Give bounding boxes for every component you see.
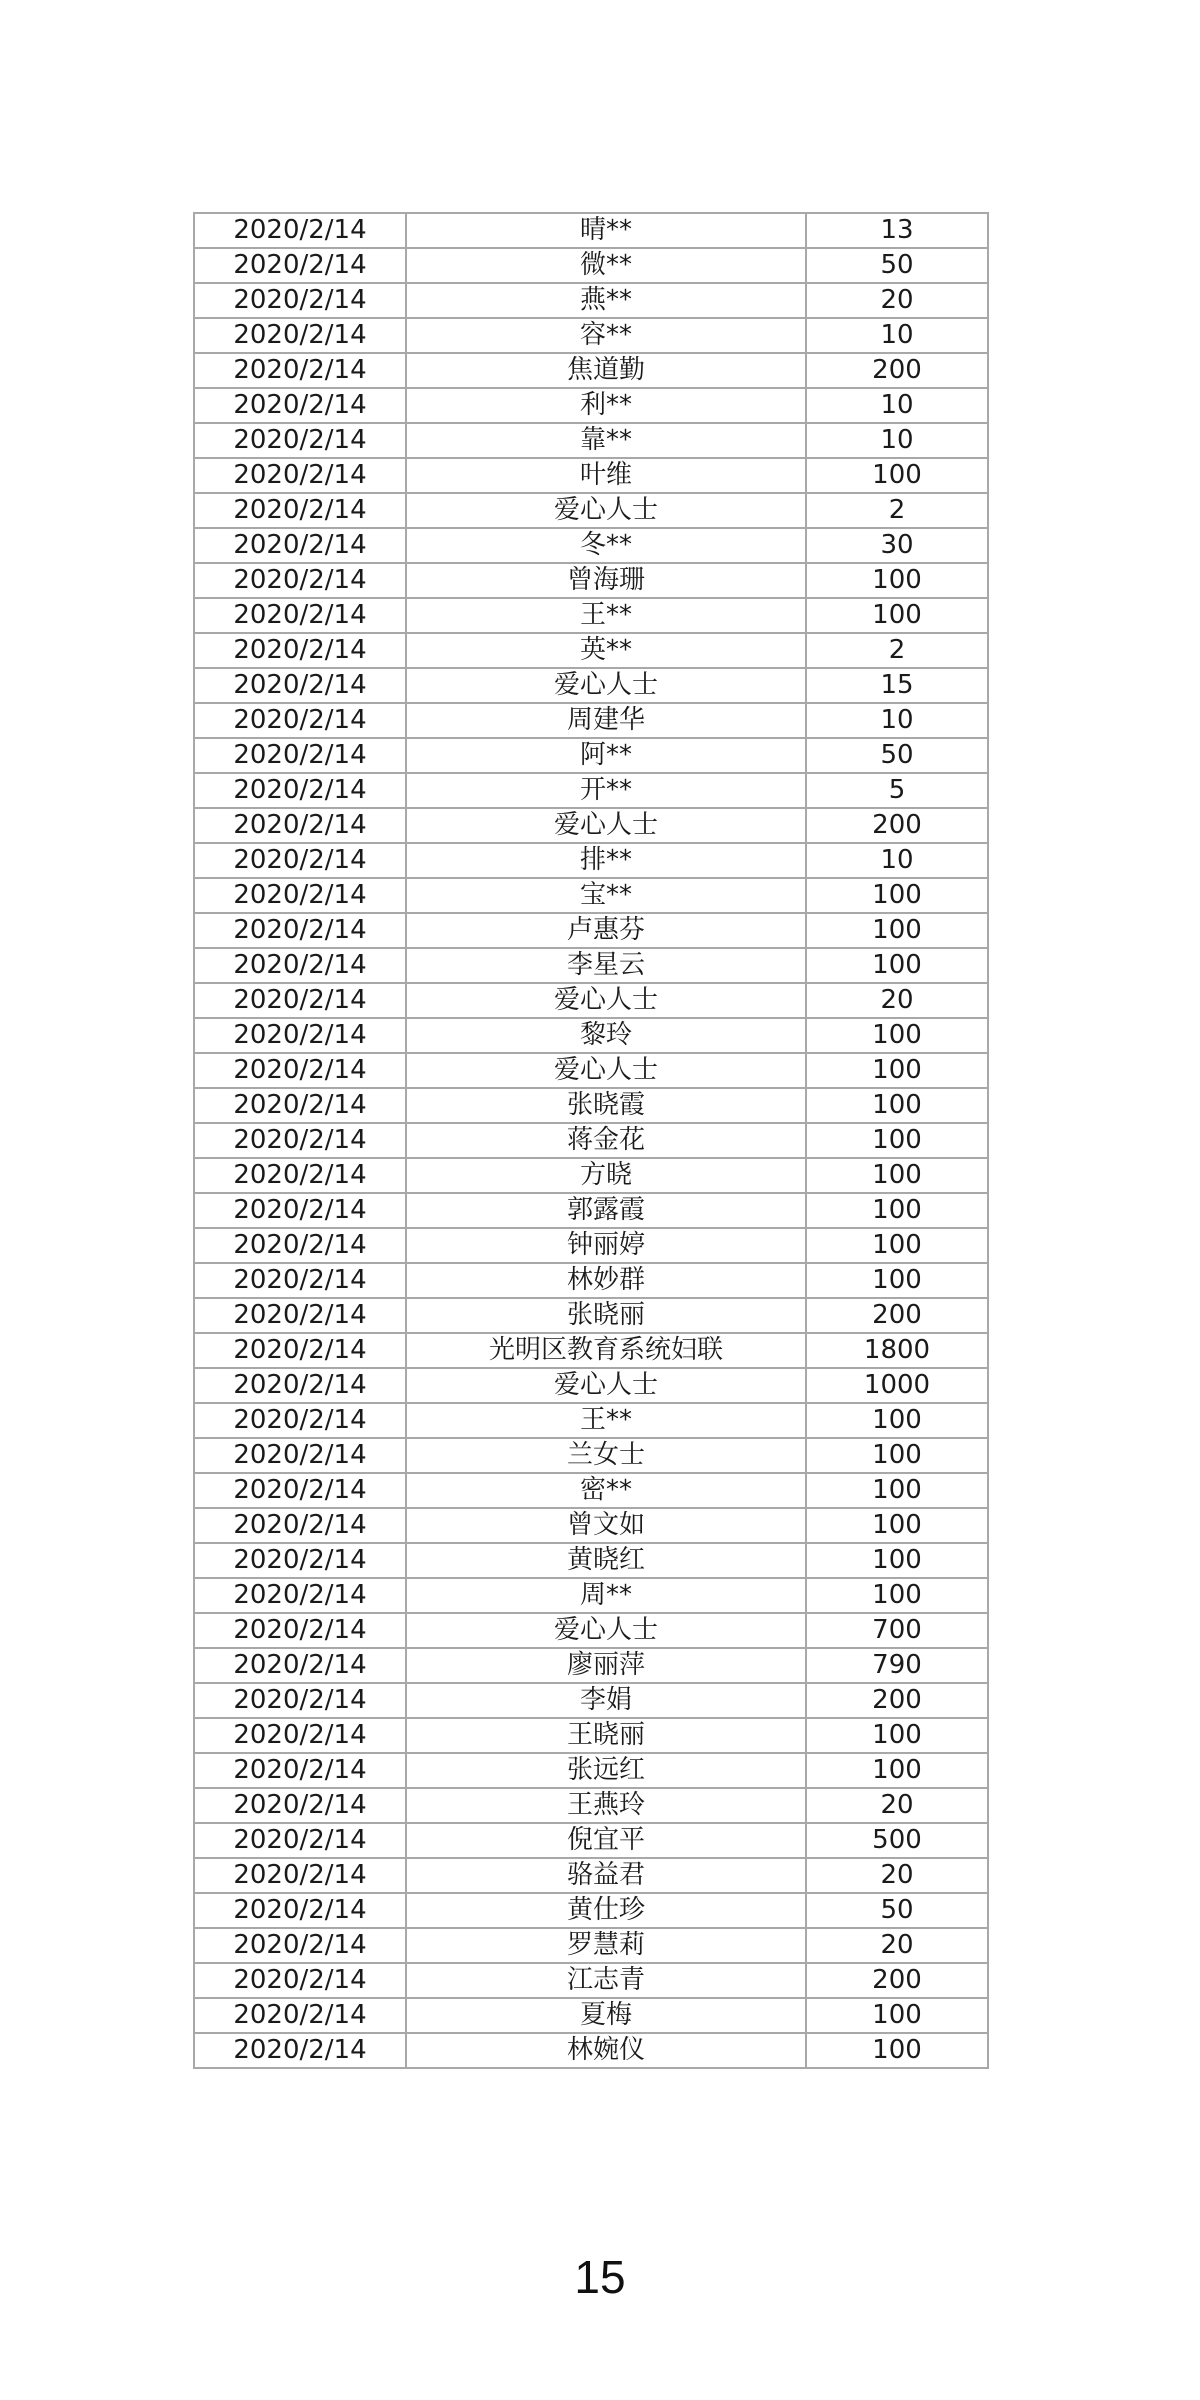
table-row [194,1858,988,1893]
amount-cell: 100 [806,878,988,913]
date-cell: 2020/2/14 [194,878,406,913]
donor-name-cell: 燕** [406,283,806,318]
amount-cell: 20 [806,1928,988,1963]
date-cell: 2020/2/14 [194,1438,406,1473]
amount-cell: 30 [806,528,988,563]
table-row [194,983,988,1018]
table-row [194,948,988,983]
amount-cell: 100 [806,1193,988,1228]
donor-name-cell: 密** [406,1473,806,1508]
date-cell: 2020/2/14 [194,388,406,423]
table-row [194,1368,988,1403]
donor-name-cell: 王燕玲 [406,1788,806,1823]
amount-cell: 10 [806,423,988,458]
table-row [194,1228,988,1263]
table-row [194,1193,988,1228]
amount-cell: 10 [806,388,988,423]
table-row [194,283,988,318]
donor-name-cell: 晴** [406,213,806,248]
table-row [194,493,988,528]
amount-cell: 100 [806,1088,988,1123]
table-row [194,1053,988,1088]
date-cell: 2020/2/14 [194,1683,406,1718]
donor-name-cell: 张晓丽 [406,1298,806,1333]
date-cell: 2020/2/14 [194,318,406,353]
table-row [194,1788,988,1823]
date-cell: 2020/2/14 [194,1893,406,1928]
amount-cell: 1800 [806,1333,988,1368]
date-cell: 2020/2/14 [194,1473,406,1508]
donor-name-cell: 王晓丽 [406,1718,806,1753]
table-row [194,1543,988,1578]
amount-cell: 100 [806,1403,988,1438]
table-row [194,1263,988,1298]
date-cell: 2020/2/14 [194,633,406,668]
table-row [194,1333,988,1368]
amount-cell: 20 [806,1788,988,1823]
amount-cell: 2 [806,633,988,668]
donor-name-cell: 光明区教育系统妇联 [406,1333,806,1368]
amount-cell: 50 [806,1893,988,1928]
table-row [194,1473,988,1508]
table-row [194,738,988,773]
date-cell: 2020/2/14 [194,248,406,283]
donor-name-cell: 倪宜平 [406,1823,806,1858]
donor-name-cell: 宝** [406,878,806,913]
table-row [194,843,988,878]
donor-name-cell: 叶维 [406,458,806,493]
date-cell: 2020/2/14 [194,1578,406,1613]
amount-cell: 500 [806,1823,988,1858]
amount-cell: 20 [806,283,988,318]
amount-cell: 50 [806,738,988,773]
date-cell: 2020/2/14 [194,213,406,248]
amount-cell: 100 [806,458,988,493]
date-cell: 2020/2/14 [194,808,406,843]
date-cell: 2020/2/14 [194,1228,406,1263]
date-cell: 2020/2/14 [194,1788,406,1823]
table-row [194,1963,988,1998]
table-row [194,633,988,668]
table-row [194,1578,988,1613]
date-cell: 2020/2/14 [194,1298,406,1333]
date-cell: 2020/2/14 [194,1928,406,1963]
donor-name-cell: 爱心人士 [406,668,806,703]
date-cell: 2020/2/14 [194,353,406,388]
amount-cell: 10 [806,318,988,353]
table-row [194,773,988,808]
date-cell: 2020/2/14 [194,1648,406,1683]
donor-name-cell: 黎玲 [406,1018,806,1053]
donor-name-cell: 林婉仪 [406,2033,806,2068]
amount-cell: 100 [806,1578,988,1613]
date-cell: 2020/2/14 [194,2033,406,2068]
table-row [194,1123,988,1158]
table-row [194,353,988,388]
amount-cell: 200 [806,1683,988,1718]
table-row [194,1403,988,1438]
donor-name-cell: 张远红 [406,1753,806,1788]
amount-cell: 100 [806,1228,988,1263]
table-body [194,213,988,2068]
table-row [194,423,988,458]
donor-name-cell: 林妙群 [406,1263,806,1298]
donor-name-cell: 卢惠芬 [406,913,806,948]
amount-cell: 100 [806,598,988,633]
donor-name-cell: 排** [406,843,806,878]
amount-cell: 20 [806,983,988,1018]
table-row [194,1753,988,1788]
table-row [194,1613,988,1648]
amount-cell: 100 [806,948,988,983]
amount-cell: 2 [806,493,988,528]
table-row [194,248,988,283]
donor-name-cell: 方晓 [406,1158,806,1193]
amount-cell: 10 [806,703,988,738]
date-cell: 2020/2/14 [194,1718,406,1753]
amount-cell: 50 [806,248,988,283]
date-cell: 2020/2/14 [194,948,406,983]
date-cell: 2020/2/14 [194,1333,406,1368]
donation-table [193,212,989,2069]
table-row [194,1893,988,1928]
amount-cell: 5 [806,773,988,808]
page-number: 15 [574,2251,626,2303]
table-row [194,318,988,353]
amount-cell: 100 [806,1998,988,2033]
date-cell: 2020/2/14 [194,1158,406,1193]
date-cell: 2020/2/14 [194,423,406,458]
donor-name-cell: 王** [406,598,806,633]
donor-name-cell: 黄仕珍 [406,1893,806,1928]
amount-cell: 200 [806,808,988,843]
donor-name-cell: 钟丽婷 [406,1228,806,1263]
date-cell: 2020/2/14 [194,703,406,738]
donor-name-cell: 靠** [406,423,806,458]
date-cell: 2020/2/14 [194,1963,406,1998]
donor-name-cell: 英** [406,633,806,668]
amount-cell: 100 [806,1263,988,1298]
donor-name-cell: 李星云 [406,948,806,983]
amount-cell: 100 [806,1753,988,1788]
table-row [194,458,988,493]
amount-cell: 13 [806,213,988,248]
date-cell: 2020/2/14 [194,458,406,493]
donor-name-cell: 周** [406,1578,806,1613]
table-row [194,1298,988,1333]
donor-name-cell: 蒋金花 [406,1123,806,1158]
table-row [194,1438,988,1473]
donor-name-cell: 郭露霞 [406,1193,806,1228]
table-row [194,213,988,248]
date-cell: 2020/2/14 [194,1613,406,1648]
amount-cell: 100 [806,1718,988,1753]
table-row [194,2033,988,2068]
amount-cell: 200 [806,1963,988,1998]
table-row [194,1088,988,1123]
donor-name-cell: 兰女士 [406,1438,806,1473]
donor-name-cell: 容** [406,318,806,353]
amount-cell: 200 [806,1298,988,1333]
amount-cell: 100 [806,1543,988,1578]
table-row [194,1018,988,1053]
date-cell: 2020/2/14 [194,1053,406,1088]
donor-name-cell: 开** [406,773,806,808]
date-cell: 2020/2/14 [194,1508,406,1543]
date-cell: 2020/2/14 [194,1193,406,1228]
table-row [194,1823,988,1858]
amount-cell: 790 [806,1648,988,1683]
date-cell: 2020/2/14 [194,1018,406,1053]
donor-name-cell: 曾文如 [406,1508,806,1543]
date-cell: 2020/2/14 [194,283,406,318]
donor-name-cell: 爱心人士 [406,1053,806,1088]
date-cell: 2020/2/14 [194,1858,406,1893]
donor-name-cell: 王** [406,1403,806,1438]
table-row [194,1508,988,1543]
amount-cell: 700 [806,1613,988,1648]
donor-name-cell: 廖丽萍 [406,1648,806,1683]
donor-name-cell: 曾海珊 [406,563,806,598]
donor-name-cell: 爱心人士 [406,983,806,1018]
date-cell: 2020/2/14 [194,528,406,563]
donor-name-cell: 冬** [406,528,806,563]
table-row [194,808,988,843]
donor-name-cell: 夏梅 [406,1998,806,2033]
date-cell: 2020/2/14 [194,843,406,878]
amount-cell: 100 [806,1053,988,1088]
table-row [194,1683,988,1718]
donor-name-cell: 爱心人士 [406,1613,806,1648]
donor-name-cell: 罗慧莉 [406,1928,806,1963]
date-cell: 2020/2/14 [194,773,406,808]
table-row [194,878,988,913]
amount-cell: 100 [806,2033,988,2068]
donor-name-cell: 焦道勤 [406,353,806,388]
donor-name-cell: 爱心人士 [406,1368,806,1403]
date-cell: 2020/2/14 [194,1368,406,1403]
date-cell: 2020/2/14 [194,1823,406,1858]
amount-cell: 10 [806,843,988,878]
amount-cell: 100 [806,1473,988,1508]
date-cell: 2020/2/14 [194,668,406,703]
donor-name-cell: 张晓霞 [406,1088,806,1123]
donor-name-cell: 黄晓红 [406,1543,806,1578]
amount-cell: 100 [806,563,988,598]
donor-name-cell: 周建华 [406,703,806,738]
table-row [194,1158,988,1193]
amount-cell: 20 [806,1858,988,1893]
amount-cell: 15 [806,668,988,703]
donor-name-cell: 江志青 [406,1963,806,1998]
table-row [194,388,988,423]
donor-name-cell: 爱心人士 [406,493,806,528]
amount-cell: 100 [806,1123,988,1158]
donor-name-cell: 李娟 [406,1683,806,1718]
donor-name-cell: 微** [406,248,806,283]
amount-cell: 1000 [806,1368,988,1403]
date-cell: 2020/2/14 [194,1543,406,1578]
date-cell: 2020/2/14 [194,1263,406,1298]
date-cell: 2020/2/14 [194,1403,406,1438]
date-cell: 2020/2/14 [194,738,406,773]
donor-name-cell: 爱心人士 [406,808,806,843]
table-row [194,913,988,948]
amount-cell: 200 [806,353,988,388]
table-row [194,1718,988,1753]
amount-cell: 100 [806,1018,988,1053]
table-row [194,1928,988,1963]
date-cell: 2020/2/14 [194,493,406,528]
table-row [194,528,988,563]
amount-cell: 100 [806,1508,988,1543]
date-cell: 2020/2/14 [194,1088,406,1123]
date-cell: 2020/2/14 [194,913,406,948]
donor-name-cell: 阿** [406,738,806,773]
amount-cell: 100 [806,1438,988,1473]
table-row [194,703,988,738]
table-row [194,1648,988,1683]
table-row [194,668,988,703]
table-row [194,598,988,633]
amount-cell: 100 [806,913,988,948]
date-cell: 2020/2/14 [194,563,406,598]
date-cell: 2020/2/14 [194,1123,406,1158]
table-row [194,1998,988,2033]
date-cell: 2020/2/14 [194,598,406,633]
date-cell: 2020/2/14 [194,983,406,1018]
date-cell: 2020/2/14 [194,1753,406,1788]
table-row [194,563,988,598]
date-cell: 2020/2/14 [194,1998,406,2033]
amount-cell: 100 [806,1158,988,1193]
donor-name-cell: 利** [406,388,806,423]
donor-name-cell: 骆益君 [406,1858,806,1893]
